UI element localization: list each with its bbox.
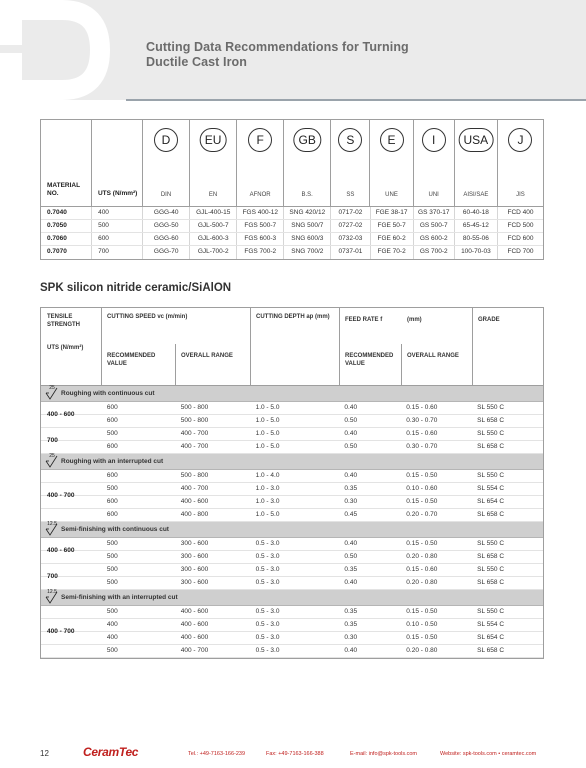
standard-column-din: [143, 120, 190, 206]
table-cell: 100-70-03: [455, 246, 498, 259]
table-cell: 1.0 - 4.0: [255, 472, 280, 479]
table-cell: 600: [106, 443, 118, 450]
header-uts: UTS (N/mm²): [47, 345, 84, 351]
page-number: 12: [40, 749, 49, 758]
table-cell: GGG-70: [143, 246, 190, 259]
uts-value: 400 - 600: [47, 411, 75, 418]
table-cell: 500 - 800: [180, 472, 209, 479]
table-cell: FCD 700: [507, 248, 534, 255]
table-cell: FGE 70-2: [371, 246, 414, 259]
standard-column-afnor: [237, 120, 284, 206]
table-cell: 400 - 700: [180, 430, 209, 437]
table-cell: 0.15 - 0.60: [406, 404, 438, 411]
surface-finish-icon: [45, 591, 59, 605]
table-cell: 0.5 - 3.0: [255, 566, 280, 573]
table-cell: 500: [106, 566, 118, 573]
header-band: [0, 0, 586, 100]
table-cell: 400: [92, 207, 143, 219]
table-cell: 0.10 - 0.60: [406, 485, 438, 492]
table-cell: 600: [106, 498, 118, 505]
table-cell: 300 - 600: [180, 540, 209, 547]
table-cell: GS 700-2: [414, 246, 455, 259]
header-uts: UTS (N/mm²): [97, 190, 138, 197]
table-cell: SL 658 C: [477, 443, 505, 450]
table-cell: 0.30: [344, 498, 358, 505]
divider: [175, 344, 176, 385]
table-cell: 0.35: [344, 566, 358, 573]
surface-value: 12.5: [47, 521, 57, 527]
table-cell: 0.40: [344, 647, 358, 654]
table-header: [41, 308, 543, 386]
header-grade: GRADE: [478, 317, 500, 323]
table-row: [41, 470, 543, 483]
table-cell: 0.40: [344, 579, 358, 586]
table-cell: 400 - 600: [180, 634, 209, 641]
spacer: [41, 509, 101, 521]
table-cell: 0.40: [344, 404, 358, 411]
table-cell: 0737-01: [331, 246, 370, 259]
table-cell: 1.0 - 3.0: [255, 485, 280, 492]
table-cell: 1.0 - 5.0: [255, 430, 280, 437]
table-cell: FGE 38-17: [371, 207, 414, 219]
table-row: [41, 233, 543, 246]
divider: [472, 308, 473, 385]
table-cell: FGE 60-2: [371, 233, 414, 245]
table-cell: 0.5 - 3.0: [255, 553, 280, 560]
table-cell: SL 550 C: [477, 566, 505, 573]
table-cell: GS 600-2: [414, 233, 455, 245]
footer-web: Website: spk-tools.com • ceramtec.com: [440, 751, 537, 757]
header-tensile: TENSILE STRENGTH: [47, 314, 80, 328]
header-rule: [126, 99, 586, 101]
uts-group: [41, 428, 543, 454]
country-badge: F: [248, 128, 272, 152]
header-feed-recommended: RECOMMENDED VALUE: [345, 353, 394, 367]
table-cell: SL 550 C: [477, 608, 505, 615]
section-bar: [41, 522, 543, 538]
table-cell: FCD 400: [507, 209, 534, 216]
table-cell: SL 658 C: [477, 417, 505, 424]
uts-value: 400 - 700: [47, 628, 75, 635]
table-cell: 400: [106, 621, 118, 628]
surface-value: 25: [49, 385, 55, 391]
table-cell: 400 - 700: [180, 485, 209, 492]
table-cell: 0.30 - 0.70: [406, 443, 438, 450]
header-cutting-depth: CUTTING DEPTH ap (mm): [256, 314, 330, 320]
table-row: [41, 428, 543, 441]
table-cell: 0.5 - 3.0: [255, 579, 280, 586]
table-cell: 0727-02: [331, 220, 370, 232]
section-title: Roughing with continuous cut: [61, 390, 155, 397]
brand-letter-graphic: [0, 0, 140, 100]
table-cell: 500 - 800: [180, 417, 209, 424]
table-cell: FCD 500: [507, 222, 534, 229]
country-badge: GB: [294, 128, 321, 152]
title-line-2: Ductile Cast Iron: [146, 55, 248, 69]
footer-email: E-mail: info@spk-tools.com: [350, 751, 418, 757]
table-row: [41, 441, 543, 454]
table-row: [41, 207, 543, 220]
table-cell: SL 658 C: [477, 579, 505, 586]
standard-label: JIS: [516, 192, 525, 198]
standard-label: EN: [208, 192, 218, 198]
header-feed-overall: OVERALL RANGE: [407, 353, 459, 359]
table-cell: 500: [106, 608, 118, 615]
table-cell: FGS 500-7: [237, 220, 284, 232]
header-speed-recommended: RECOMMENDED VALUE: [107, 353, 156, 367]
table-cell: 500: [106, 540, 118, 547]
table-row: [41, 402, 543, 415]
table-cell: 0.20 - 0.80: [406, 647, 438, 654]
table-row: [41, 577, 543, 590]
table-row: [41, 509, 543, 522]
table-cell: 400 - 600: [180, 621, 209, 628]
table-cell: SL 654 C: [477, 498, 505, 505]
table-cell: GJL-700-2: [190, 246, 237, 259]
table-header: [41, 120, 543, 207]
table-cell: 65-45-12: [455, 220, 498, 232]
table-cell: 300 - 600: [180, 553, 209, 560]
divider: [401, 344, 402, 385]
header-material-cell: [41, 120, 92, 206]
table-cell: FCD 600: [507, 235, 534, 242]
table-row: [41, 619, 543, 632]
section-title: SPK silicon nitride ceramic/SiAlON: [40, 282, 232, 294]
standard-label: UNI: [428, 192, 439, 198]
standard-label: DIN: [160, 192, 172, 198]
table-cell: 0.40: [344, 430, 358, 437]
table-cell: 1.0 - 5.0: [255, 404, 280, 411]
table-cell: 0732-03: [331, 233, 370, 245]
surface-finish-icon: [45, 387, 59, 401]
surface-value: 25: [49, 453, 55, 459]
table-row: [41, 483, 543, 496]
table-cell: 0.50: [344, 553, 358, 560]
table-body: [41, 207, 543, 259]
uts-value: 400 - 600: [47, 547, 75, 554]
standard-column-jis: [498, 120, 543, 206]
table-cell: 600: [106, 472, 118, 479]
table-cell: 400 - 700: [180, 647, 209, 654]
table-row: [41, 246, 543, 259]
table-cell: 1.0 - 5.0: [255, 443, 280, 450]
table-cell: 0.7040: [41, 207, 92, 219]
country-badge: D: [154, 128, 178, 152]
table-row: [41, 645, 543, 658]
spacer: [41, 606, 101, 618]
table-cell: 0.15 - 0.50: [406, 608, 438, 615]
table-cell: SL 550 C: [477, 404, 505, 411]
spacer: [41, 645, 101, 657]
uts-value: 700: [47, 573, 58, 580]
surface-finish-icon: [45, 455, 59, 469]
table-cell: 400 - 600: [180, 498, 209, 505]
table-cell: GS 500-7: [414, 220, 455, 232]
header-uts-cell: [92, 120, 143, 206]
table-cell: 60-40-18: [455, 207, 498, 219]
standard-column-une: [370, 120, 413, 206]
table-row: [41, 220, 543, 233]
table-cell: 500: [106, 647, 118, 654]
country-badge: EU: [200, 128, 227, 152]
table-row: [41, 551, 543, 564]
table-cell: 400 - 600: [180, 608, 209, 615]
table-cell: 0.5 - 3.0: [255, 647, 280, 654]
header-material: MATERIAL NO.: [47, 182, 80, 197]
table-row: [41, 496, 543, 509]
table-cell: 600: [106, 417, 118, 424]
title-line-1: Cutting Data Recommendations for Turning: [146, 40, 409, 54]
standard-column-bs: [284, 120, 331, 206]
standard-label: UNE: [385, 192, 398, 198]
table-cell: 400: [106, 634, 118, 641]
table-cell: 0.15 - 0.60: [406, 566, 438, 573]
table-cell: 0.5 - 3.0: [255, 540, 280, 547]
table-body: [41, 386, 543, 658]
table-cell: 0.15 - 0.50: [406, 472, 438, 479]
table-cell: SL 554 C: [477, 485, 505, 492]
table-cell: GJL-400-15: [190, 207, 237, 219]
table-row: [41, 415, 543, 428]
table-cell: 80-55-06: [455, 233, 498, 245]
table-cell: 700: [92, 246, 143, 259]
table-cell: 600: [106, 404, 118, 411]
table-cell: 0.50: [344, 417, 358, 424]
table-cell: 0.7070: [41, 246, 92, 259]
country-badge: E: [380, 128, 404, 152]
table-cell: SNG 420/12: [284, 207, 331, 219]
table-cell: 0.35: [344, 485, 358, 492]
section-bar: [41, 590, 543, 606]
standard-label: B.S.: [301, 192, 313, 198]
table-cell: SL 554 C: [477, 621, 505, 628]
table-cell: 600: [106, 511, 118, 518]
table-cell: GGG-50: [143, 220, 190, 232]
table-cell: 0.40: [344, 472, 358, 479]
section-title: Roughing with an interrupted cut: [61, 458, 164, 465]
table-cell: GGG-40: [143, 207, 190, 219]
uts-value: 400 - 700: [47, 492, 75, 499]
section-bar: [41, 386, 543, 402]
table-cell: 0.5 - 3.0: [255, 634, 280, 641]
surface-value: 12.5: [47, 589, 57, 595]
table-cell: 0.20 - 0.80: [406, 579, 438, 586]
table-row: [41, 564, 543, 577]
table-cell: SL 550 C: [477, 430, 505, 437]
table-cell: 300 - 600: [180, 579, 209, 586]
table-cell: 500: [106, 430, 118, 437]
country-badge: J: [508, 128, 532, 152]
table-cell: 0.10 - 0.50: [406, 621, 438, 628]
standard-column-aisisae: [455, 120, 498, 206]
table-cell: FGS 600-3: [237, 233, 284, 245]
uts-group: [41, 538, 543, 564]
table-cell: SL 550 C: [477, 540, 505, 547]
standard-label: AFNOR: [249, 192, 271, 198]
country-badge: I: [422, 128, 446, 152]
table-cell: 1.0 - 5.0: [255, 417, 280, 424]
standard-column-uni: [414, 120, 455, 206]
table-cell: 0717-02: [331, 207, 370, 219]
table-cell: 0.30 - 0.70: [406, 417, 438, 424]
uts-group: [41, 564, 543, 590]
table-cell: 1.0 - 5.0: [255, 511, 280, 518]
table-cell: 0.15 - 0.50: [406, 540, 438, 547]
table-cell: 600: [92, 233, 143, 245]
table-cell: SL 658 C: [477, 553, 505, 560]
country-badge: USA: [458, 128, 493, 152]
material-standards-table: [40, 119, 544, 260]
table-cell: 500: [106, 579, 118, 586]
table-cell: FGE 50-7: [371, 220, 414, 232]
table-cell: GJL-600-3: [190, 233, 237, 245]
table-cell: SNG 500/7: [284, 220, 331, 232]
table-row: [41, 606, 543, 619]
uts-value: 700: [47, 437, 58, 444]
standard-label: SS: [346, 192, 355, 198]
table-cell: 0.50: [344, 443, 358, 450]
table-row: [41, 632, 543, 645]
table-cell: 1.0 - 3.0: [255, 498, 280, 505]
divider: [250, 308, 251, 385]
standard-label: AISI/SAE: [463, 192, 489, 198]
table-cell: FGS 400-12: [237, 207, 284, 219]
spacer: [41, 470, 101, 482]
table-cell: 0.5 - 3.0: [255, 621, 280, 628]
table-cell: 0.20 - 0.70: [406, 511, 438, 518]
divider: [339, 308, 340, 385]
footer-fax: Fax: +49-7163-166-388: [266, 751, 324, 757]
table-cell: GGG-60: [143, 233, 190, 245]
table-cell: SL 654 C: [477, 634, 505, 641]
standard-column-ss: [331, 120, 370, 206]
header-feed-rate: FEED RATE f: [345, 317, 383, 323]
table-cell: 500: [106, 485, 118, 492]
table-cell: 400 - 800: [180, 511, 209, 518]
table-cell: 0.7060: [41, 233, 92, 245]
table-cell: 0.20 - 0.80: [406, 553, 438, 560]
table-cell: 500 - 800: [180, 404, 209, 411]
table-cell: 0.40: [344, 540, 358, 547]
page-title: [146, 40, 409, 70]
table-cell: 500: [92, 220, 143, 232]
table-cell: 0.30: [344, 634, 358, 641]
uts-group: [41, 606, 543, 658]
section-bar: [41, 454, 543, 470]
cutting-data-table: [40, 307, 544, 659]
section-title: Semi-finishing with continuous cut: [61, 526, 169, 533]
table-cell: 0.15 - 0.50: [406, 634, 438, 641]
table-cell: SL 658 C: [477, 647, 505, 654]
table-cell: 0.35: [344, 621, 358, 628]
table-cell: GS 370-17: [414, 207, 455, 219]
divider: [101, 308, 102, 385]
table-cell: 0.15 - 0.60: [406, 430, 438, 437]
table-cell: GJL-500-7: [190, 220, 237, 232]
table-cell: 500: [106, 553, 118, 560]
brand-logo: CeramTec: [83, 745, 139, 759]
table-cell: 0.7050: [41, 220, 92, 232]
country-badge: S: [338, 128, 362, 152]
table-row: [41, 538, 543, 551]
table-cell: SNG 700/2: [284, 246, 331, 259]
table-cell: 300 - 600: [180, 566, 209, 573]
table-cell: 0.15 - 0.50: [406, 498, 438, 505]
table-cell: SNG 600/3: [284, 233, 331, 245]
header-feed-unit: (mm): [407, 317, 422, 323]
header-speed-overall: OVERALL RANGE: [181, 353, 233, 359]
section-title: Semi-finishing with an interrupted cut: [61, 594, 178, 601]
table-cell: 0.45: [344, 511, 358, 518]
standard-column-en: [190, 120, 237, 206]
table-cell: 0.5 - 3.0: [255, 608, 280, 615]
footer-tel: Tel.: +49-7163-166-239: [188, 751, 246, 757]
surface-finish-icon: [45, 523, 59, 537]
uts-group: [41, 470, 543, 522]
uts-group: [41, 402, 543, 428]
table-cell: SL 658 C: [477, 511, 505, 518]
table-cell: FGS 700-2: [237, 246, 284, 259]
header-cutting-speed: CUTTING SPEED vc (m/min): [107, 314, 188, 320]
table-cell: 0.35: [344, 608, 358, 615]
table-cell: 400 - 700: [180, 443, 209, 450]
table-cell: SL 550 C: [477, 472, 505, 479]
